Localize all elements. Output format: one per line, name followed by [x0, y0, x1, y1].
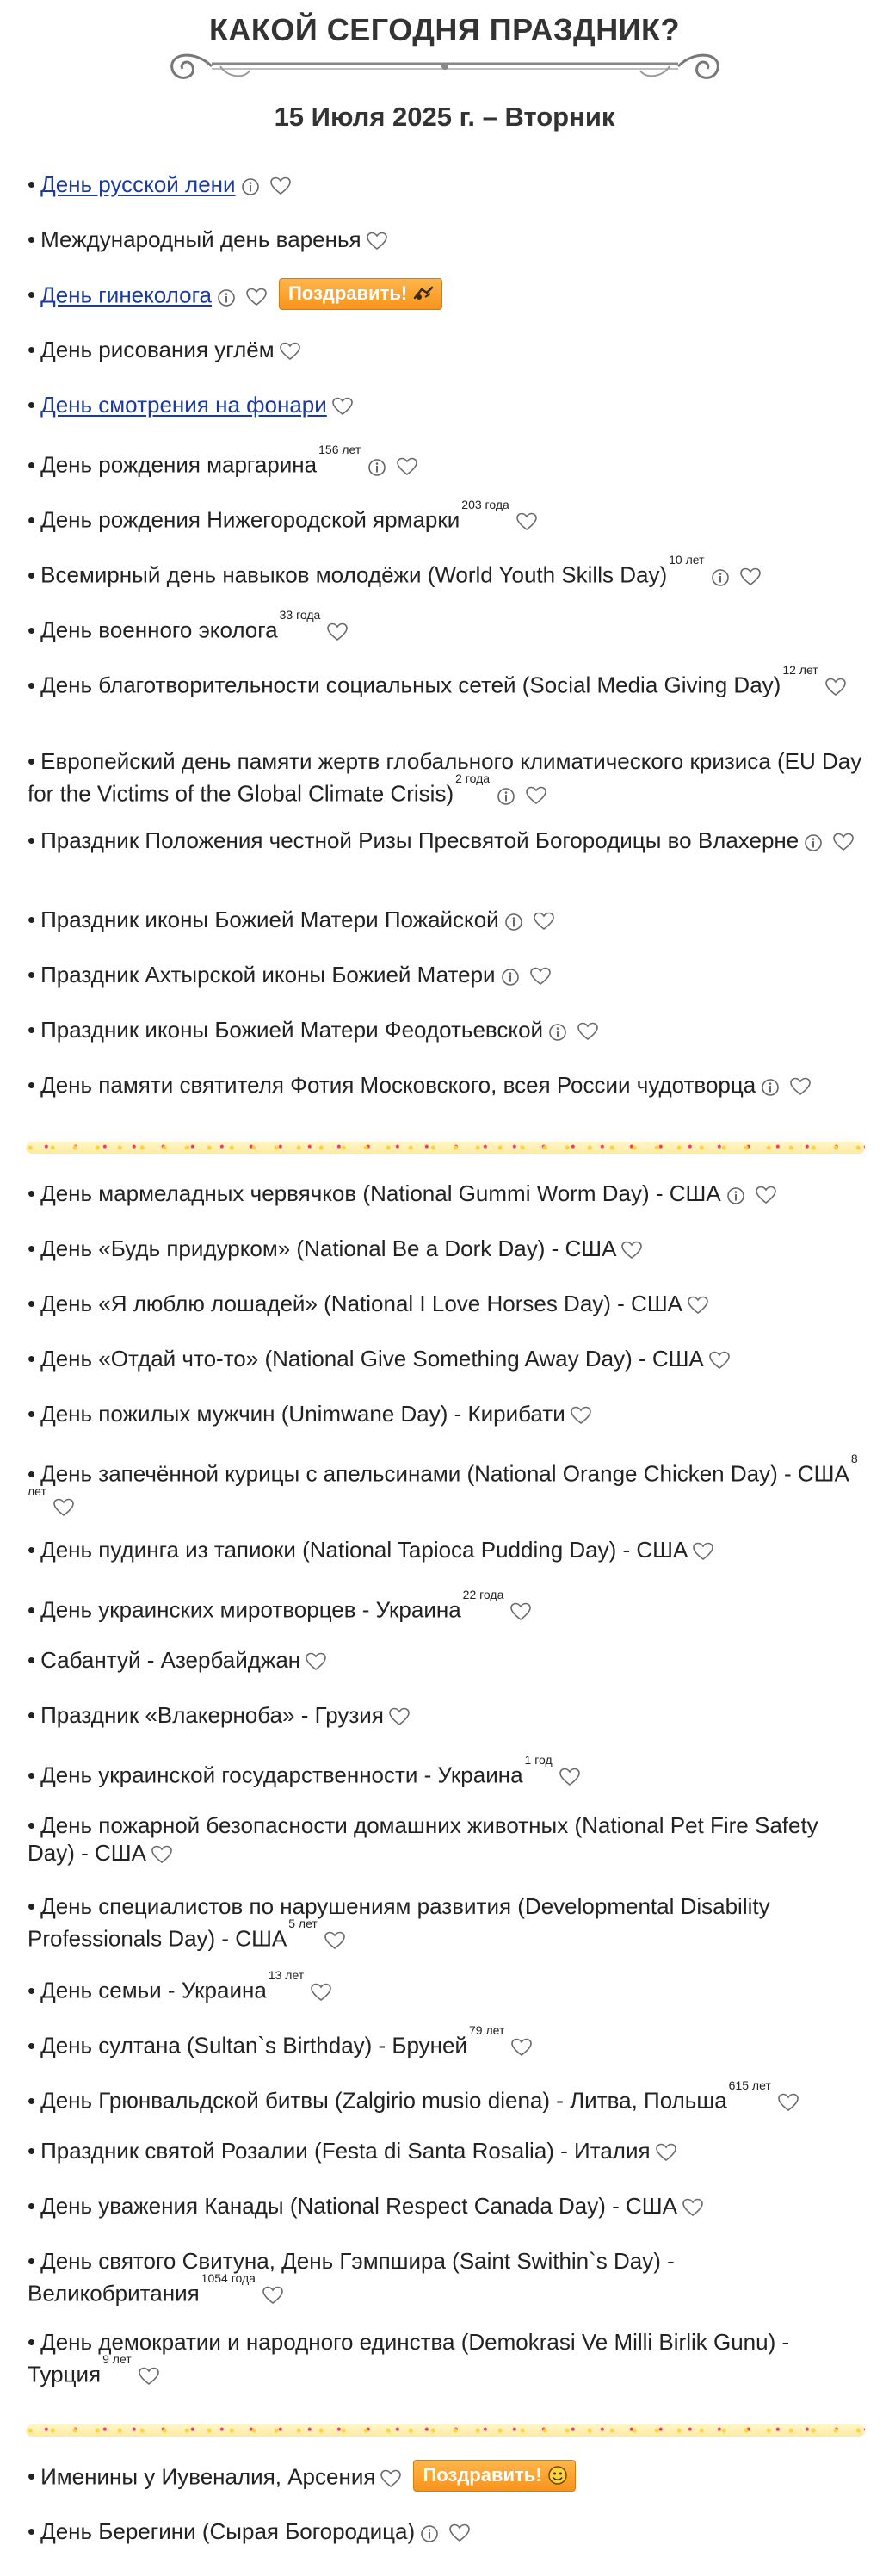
holiday-name: Всемирный день навыков молодёжи (World Youth Skills Day)	[40, 561, 668, 588]
holiday-name: День демократии и народного единства (Demokrasi Ve Milli Birlik Gunu) - Турция	[28, 2329, 790, 2387]
heart-icon[interactable]	[367, 229, 387, 248]
holiday-item	[28, 2137, 867, 2164]
heart-icon[interactable]	[656, 2140, 676, 2159]
years-badge: 79 лет	[469, 2023, 505, 2037]
holiday-item	[28, 498, 867, 534]
bullet: •	[28, 392, 36, 418]
bullet: •	[28, 1401, 36, 1427]
bullet: •	[28, 2032, 36, 2059]
heart-icon[interactable]	[270, 174, 291, 193]
holiday-name: День мармеладных червячков (National Gummi Worm Day) - США	[40, 1180, 721, 1206]
bullet: •	[28, 337, 36, 362]
bullet: •	[28, 2193, 36, 2219]
years-badge: 10 лет	[669, 553, 705, 567]
holiday-name: Именины у Иувеналия, Арсения	[40, 2463, 376, 2490]
holiday-item	[28, 608, 867, 644]
holiday-item	[28, 747, 867, 808]
heart-icon[interactable]	[516, 510, 537, 529]
holiday-link[interactable]: День смотрения на фонари	[40, 392, 327, 418]
years-badge: 33 года	[279, 608, 321, 622]
heart-icon[interactable]	[778, 2090, 799, 2109]
holiday-name: День рождения Нижегородской ярмарки	[40, 506, 460, 533]
bullet: •	[28, 1346, 36, 1372]
bullet: •	[28, 1893, 36, 1919]
holiday-item	[28, 170, 867, 198]
heart-icon[interactable]	[324, 1929, 345, 1947]
bullet: •	[28, 451, 36, 478]
holiday-item	[28, 2192, 867, 2220]
info-icon[interactable]	[217, 286, 236, 305]
holiday-name: Праздник Положения честной Ризы Пресвятой Богородицы во Влахерне	[40, 827, 799, 853]
smiley-icon	[547, 2465, 568, 2486]
years-badge: 8 лет	[28, 1452, 858, 1498]
years-badge: 1 год	[524, 1753, 553, 1767]
holiday-item	[28, 2078, 867, 2115]
current-date: 15 Июля 2025 г. – Вторник	[274, 102, 615, 132]
holiday-name: День украинской государственности - Украина	[40, 1762, 523, 1788]
holiday-item	[28, 281, 867, 313]
holiday-name: День пожарной безопасности домашних животных (National Pet Fire Safety Day) - США	[28, 1812, 818, 1866]
holiday-name: Европейский день памяти жертв глобального климатического кризиса (EU Day for the Victims of the Global Climate Crisis)	[28, 748, 862, 807]
bullet: •	[28, 2329, 36, 2355]
holiday-item	[28, 1452, 867, 1520]
bullet: •	[28, 616, 36, 643]
bullet: •	[28, 962, 36, 988]
bullet: •	[28, 1235, 36, 1261]
years-badge: 1054 года	[201, 2271, 256, 2285]
info-icon[interactable]	[497, 784, 515, 803]
holiday-name: День «Отдай что-то» (National Give Something Away Day) - США	[40, 1346, 704, 1372]
holiday-item	[28, 391, 867, 418]
holiday-name: День Грюнвальдской битвы (Zalgirio musio diena) - Литва, Польша	[40, 2087, 727, 2114]
bullet: •	[28, 672, 36, 698]
holiday-name: Международный день варенья	[40, 226, 361, 252]
bullet: •	[28, 1977, 36, 2003]
heart-icon[interactable]	[306, 1650, 326, 1669]
holiday-item	[28, 1753, 867, 1789]
holiday-item	[28, 226, 867, 253]
holiday-name: День султана (Sultan`s Birthday) - Бруней	[40, 2032, 468, 2059]
heart-icon[interactable]	[825, 675, 846, 694]
holiday-name: День рисования углём	[40, 337, 275, 362]
holiday-item	[28, 2517, 867, 2545]
info-icon[interactable]	[548, 1020, 567, 1039]
congratulate-label: Поздравить!	[423, 2464, 542, 2486]
heart-icon[interactable]	[311, 1980, 331, 1999]
years-badge: 13 лет	[268, 1968, 305, 1982]
bullet: •	[28, 2463, 36, 2490]
heart-icon[interactable]	[577, 1019, 598, 1038]
info-icon[interactable]	[504, 910, 523, 929]
heart-icon[interactable]	[511, 2035, 532, 2054]
holiday-name: Праздник иконы Божией Матери Феодотьевской	[40, 1017, 544, 1043]
bullet: •	[28, 226, 36, 252]
bullet: •	[28, 171, 36, 197]
heart-icon[interactable]	[332, 394, 353, 413]
holiday-item	[28, 336, 867, 363]
holiday-name: День специалистов по нарушениям развития (Developmental Disability Professionals Day) - США	[28, 1893, 770, 1952]
heart-icon[interactable]	[389, 1705, 410, 1724]
heart-icon[interactable]	[151, 1842, 172, 1861]
heart-icon[interactable]	[246, 285, 267, 304]
holiday-name: День семьи - Украина	[40, 1977, 267, 2003]
years-badge: 156 лет	[318, 443, 361, 456]
holiday-item	[28, 1071, 867, 1099]
holiday-name: День пудинга из тапиоки (National Tapioca Pudding Day) - США	[40, 1537, 688, 1563]
bullet: •	[28, 1180, 36, 1206]
info-icon[interactable]	[501, 965, 520, 984]
ornament-divider	[160, 45, 730, 88]
holiday-item	[28, 1646, 867, 1674]
holiday-name: Праздник Ахтырской иконы Божией Матери	[40, 962, 496, 988]
heart-icon[interactable]	[756, 1183, 776, 1202]
bullet: •	[28, 2518, 36, 2544]
holiday-name: День святого Свитуна, День Гэмпшира (Saint Swithin`s Day) - Великобритания	[28, 2248, 675, 2307]
heart-icon[interactable]	[709, 1348, 730, 1367]
years-badge: 22 года	[462, 1588, 504, 1601]
bullet: •	[28, 748, 36, 774]
holiday-name: День «Будь придурком» (National Be a Dork Day) - США	[40, 1235, 617, 1261]
heart-icon[interactable]	[621, 1238, 642, 1257]
bullet: •	[28, 1702, 36, 1728]
heart-icon[interactable]	[53, 1495, 74, 1514]
holiday-item	[28, 827, 867, 854]
bullet: •	[28, 1537, 36, 1563]
years-badge: 203 года	[461, 498, 509, 511]
heart-icon[interactable]	[559, 1765, 580, 1784]
holiday-item	[28, 1290, 867, 1317]
holiday-item	[28, 663, 867, 699]
info-icon[interactable]	[367, 455, 386, 474]
heart-icon[interactable]	[688, 1293, 708, 1312]
holiday-name: День «Я люблю лошадей» (National I Love Horses Day) - США	[40, 1291, 682, 1316]
heart-icon[interactable]	[262, 2283, 283, 2302]
bullet: •	[28, 1596, 36, 1623]
holiday-item	[28, 906, 867, 933]
heart-icon[interactable]	[693, 1539, 713, 1558]
info-icon[interactable]	[420, 2522, 439, 2541]
heart-icon[interactable]	[682, 2195, 703, 2214]
bullet: •	[28, 1647, 36, 1673]
bullet: •	[28, 2248, 36, 2274]
section-divider	[26, 2424, 865, 2437]
heart-icon[interactable]	[327, 620, 348, 639]
holiday-name: День рождения маргарина	[40, 451, 318, 478]
holiday-name: Праздник иконы Божией Матери Пожайской	[40, 907, 499, 932]
years-badge: 9 лет	[102, 2352, 132, 2366]
years-badge: 12 лет	[782, 663, 818, 677]
heart-icon[interactable]	[526, 783, 546, 802]
holiday-link[interactable]: День русской лени	[40, 171, 236, 197]
section-divider	[26, 1142, 865, 1154]
heart-icon[interactable]	[571, 1403, 591, 1422]
bullet: •	[28, 2087, 36, 2114]
years-badge: 2 года	[455, 771, 491, 785]
holiday-item	[28, 1811, 867, 1867]
bullet: •	[28, 1017, 36, 1043]
holiday-item	[28, 1588, 867, 1624]
years-badge: 615 лет	[728, 2078, 771, 2092]
holiday-item	[28, 2247, 867, 2307]
info-icon[interactable]	[761, 1075, 780, 1094]
heart-icon[interactable]	[833, 830, 854, 849]
heart-icon[interactable]	[380, 2467, 401, 2486]
heart-icon[interactable]	[534, 909, 554, 928]
handshake-icon	[412, 284, 435, 303]
congratulate-button[interactable]	[279, 278, 442, 310]
holiday-name: Сабантуй - Азербайджан	[40, 1647, 301, 1673]
bullet: •	[28, 1762, 36, 1788]
holiday-item	[28, 1701, 867, 1729]
heart-icon[interactable]	[510, 1600, 531, 1619]
holiday-item	[28, 1892, 867, 1953]
heart-icon[interactable]	[790, 1074, 811, 1093]
holiday-name: День уважения Канады (National Respect Canada Day) - США	[40, 2193, 677, 2219]
holiday-item	[28, 961, 867, 988]
congratulate-label: Поздравить!	[287, 282, 408, 304]
info-icon[interactable]	[804, 831, 823, 850]
heart-icon[interactable]	[530, 964, 551, 983]
heart-icon[interactable]	[449, 2521, 470, 2540]
holiday-name: День военного эколога	[40, 616, 278, 643]
heart-icon[interactable]	[280, 339, 300, 358]
holiday-item	[28, 443, 867, 479]
holiday-item	[28, 1180, 867, 1207]
heart-icon[interactable]	[139, 2364, 159, 2383]
holiday-name: День памяти святителя Фотия Московского, всея России чудотворца	[40, 1072, 756, 1098]
info-icon[interactable]	[726, 1184, 745, 1203]
holiday-name: Праздник святой Розалии (Festa di Santa Rosalia) - Италия	[40, 2138, 651, 2164]
holiday-item	[28, 2023, 867, 2059]
holiday-item	[28, 1536, 867, 1564]
bullet: •	[28, 2138, 36, 2164]
holiday-name: День благотворительности социальных сетей (Social Media Giving Day)	[40, 672, 781, 698]
holiday-name: День Берегини (Сырая Богородица)	[40, 2518, 416, 2544]
holiday-item	[28, 2328, 867, 2388]
holiday-item	[28, 1016, 867, 1043]
holiday-name: День пожилых мужчин (Unimwane Day) - Кирибати	[40, 1401, 565, 1427]
heart-icon[interactable]	[740, 565, 761, 584]
holiday-name: День украинских миротворцев - Украина	[40, 1596, 461, 1623]
bullet: •	[28, 827, 36, 853]
bullet: •	[28, 561, 36, 588]
holiday-link[interactable]: День гинеколога	[40, 282, 212, 308]
congratulate-button[interactable]	[413, 2460, 575, 2492]
info-icon[interactable]	[711, 566, 730, 585]
bullet: •	[28, 1812, 36, 1838]
holiday-item	[28, 1968, 867, 2004]
heart-icon[interactable]	[397, 455, 417, 474]
bullet: •	[28, 1072, 36, 1098]
years-badge: 5 лет	[288, 1917, 318, 1930]
holiday-item	[28, 2462, 867, 2494]
holiday-item	[28, 553, 867, 589]
bullet: •	[28, 1460, 36, 1487]
holiday-item	[28, 1235, 867, 1262]
holiday-name: День запечённой курицы с апельсинами (National Orange Chicken Day) - США	[40, 1460, 849, 1487]
info-icon[interactable]	[241, 175, 260, 194]
page-title: КАКОЙ СЕГОДНЯ ПРАЗДНИК?	[208, 12, 681, 47]
holiday-name: Праздник «Влакерноба» - Грузия	[40, 1702, 384, 1728]
bullet: •	[28, 1291, 36, 1316]
bullet: •	[28, 506, 36, 533]
holiday-item	[28, 1345, 867, 1372]
holiday-item	[28, 1400, 867, 1427]
bullet: •	[28, 282, 36, 308]
bullet: •	[28, 907, 36, 932]
